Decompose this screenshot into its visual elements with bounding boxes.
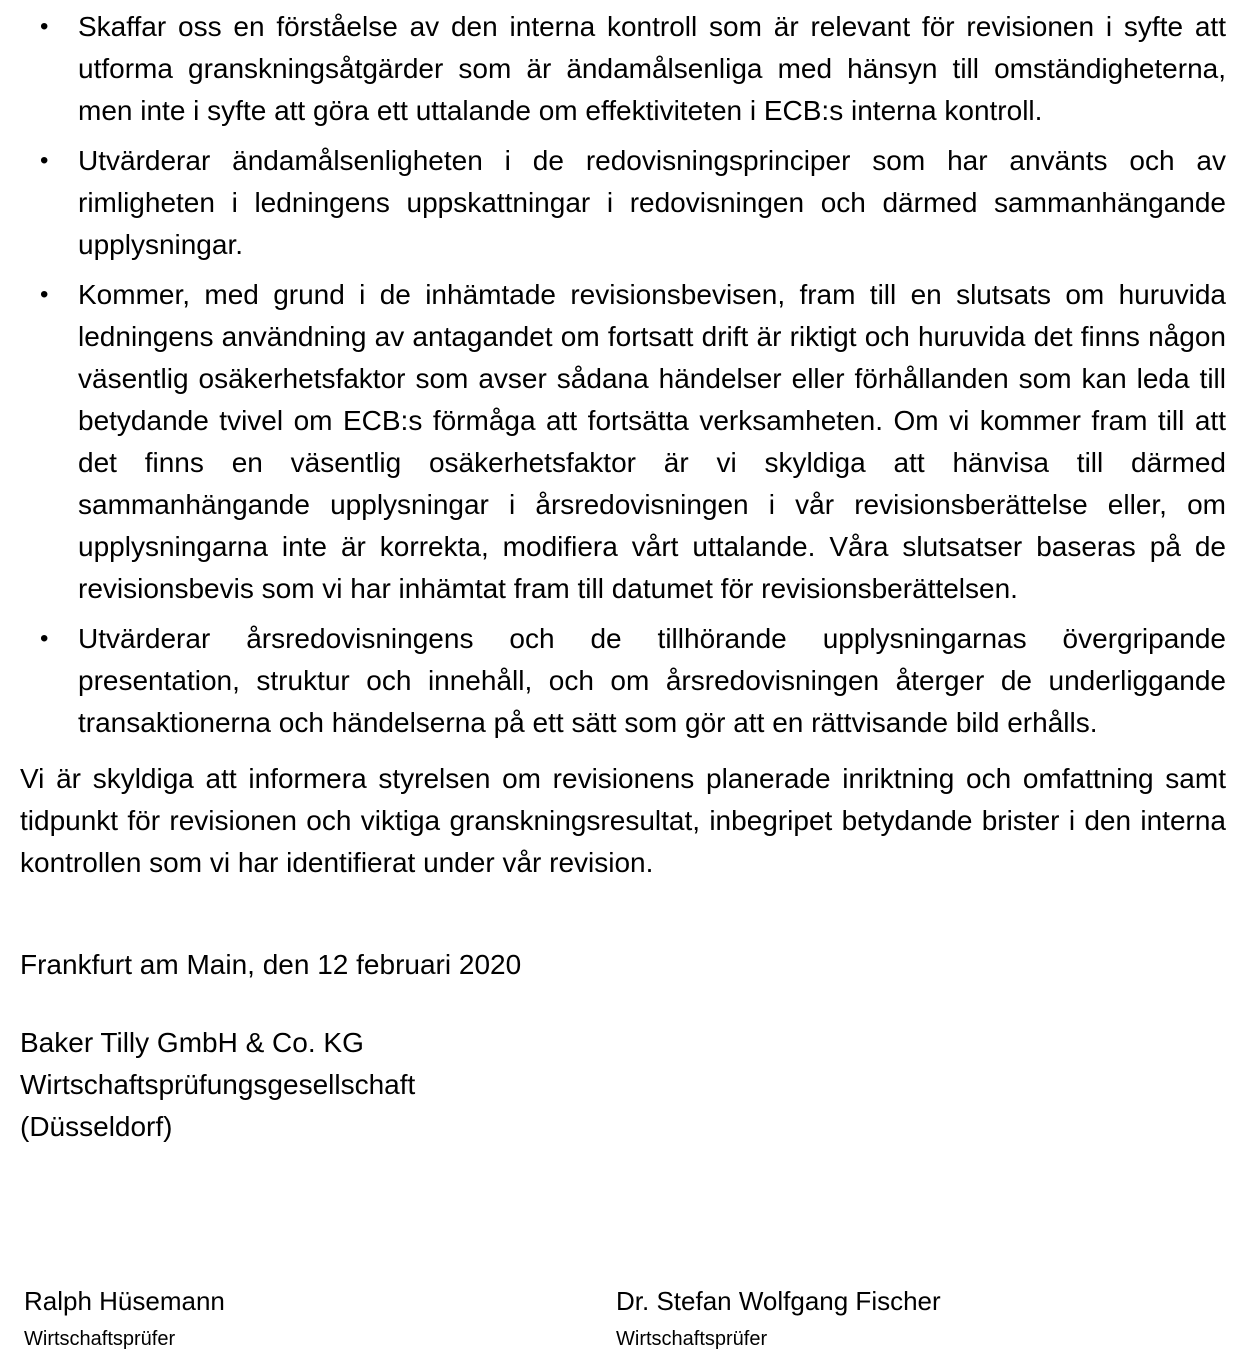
signature-row: [24, 1284, 1226, 1352]
firm-type: Wirtschaftsprüfungsgesellschaft: [20, 1069, 416, 1100]
audit-procedures-bullet-list: [20, 6, 1226, 744]
bullet-item-internal-control: [20, 6, 1226, 132]
signature-right: [616, 1284, 1208, 1352]
closing-paragraph: Vi är skyldiga att informera styrelsen om revisionens planerade inriktning och omfattning samt tidpunkt för revisionen och viktiga granskningsresultat, inbegripet betydande brister i den interna kontrollen som vi har identifierat under vår revision.: [20, 763, 1226, 878]
firm-block: [20, 1022, 1226, 1148]
firm-name: Baker Tilly GmbH & Co. KG: [20, 1027, 364, 1058]
signature-name: Dr. Stefan Wolfgang Fischer: [616, 1286, 941, 1316]
firm-city: (Düsseldorf): [20, 1111, 173, 1142]
bullet-marker: •: [40, 147, 49, 174]
bullet-item-going-concern: [20, 274, 1226, 610]
bullet-marker: •: [40, 281, 49, 308]
signature-left: [24, 1284, 616, 1352]
bullet-marker: •: [40, 13, 49, 40]
dateline: Frankfurt am Main, den 12 februari 2020: [20, 949, 522, 980]
bullet-text: Kommer, med grund i de inhämtade revisionsbevisen, fram till en slutsats om huruvida ledningens användning av antagandet om fortsatt drift är riktigt och huruvida det finns någon väsentlig osäkerhetsfaktor som avser sådana händelser eller förhållanden som kan leda till betydande tvivel om ECB:s förmåga att fortsätta verksamheten. Om vi kommer fram till att det finns en väsentlig osäkerhetsfaktor är vi skyldiga att hänvisa till därmed sammanhängande upplysningar i årsredovisningen i vår revisionsberättelse eller, om upplysningarna inte är korrekta, modifiera vårt uttalande. Våra slutsatser baseras på de revisionsbevis som vi har inhämtat fram till datumet för revisionsberättelsen.: [78, 279, 1226, 604]
bullet-text: Utvärderar årsredovisningens och de tillhörande upplysningarnas övergripande presentation, struktur och innehåll, och om årsredovisningen återger de underliggande transaktionerna och händelserna på ett sätt som gör att en rättvisande bild erhålls.: [78, 623, 1226, 738]
signature-title: Wirtschaftsprüfer: [616, 1328, 768, 1350]
bullet-item-overall-presentation: [20, 618, 1226, 744]
signature-title: Wirtschaftsprüfer: [24, 1328, 176, 1350]
bullet-text: Utvärderar ändamålsenligheten i de redovisningsprinciper som har använts och av rimligheten i ledningens uppskattningar i redovisningen och därmed sammanhängande upplysningar.: [78, 145, 1226, 260]
bullet-marker: •: [40, 625, 49, 652]
bullet-item-accounting-principles: [20, 140, 1226, 266]
signature-name: Ralph Hüsemann: [24, 1286, 225, 1316]
bullet-text: Skaffar oss en förståelse av den interna kontroll som är relevant för revisionen i syfte att utforma granskningsåtgärder som är ändamålsenliga med hänsyn till omständigheterna, men inte i syfte att göra ett uttalande om effektiviteten i ECB:s interna kontroll.: [78, 11, 1226, 126]
